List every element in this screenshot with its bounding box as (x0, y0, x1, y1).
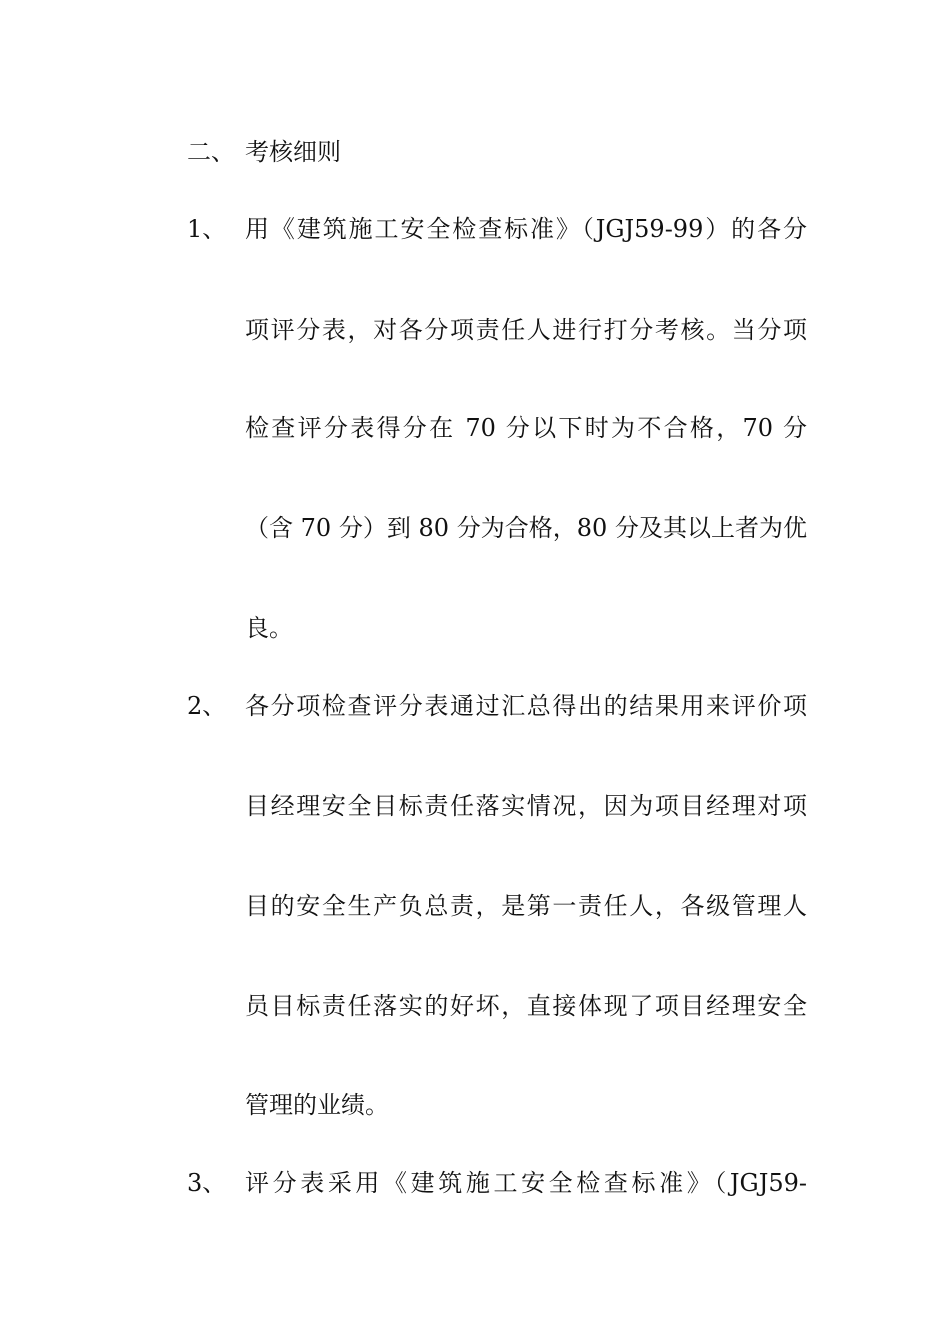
item-2-line-3: 目的安全生产负总责，是第一责任人，各级管理人 (245, 892, 807, 920)
item-2-number: 2、 (187, 692, 227, 720)
item-3-line-1: 评分表采用《建筑施工安全检查标准》（JGJ59- (245, 1169, 807, 1197)
item-1-line-4: （含 70 分）到 80 分为合格，80 分及其以上者为优 (245, 514, 807, 542)
item-1-line-5: 良。 (245, 614, 293, 642)
item-1-line-2: 项评分表，对各分项责任人进行打分考核。当分项 (245, 316, 807, 344)
item-2-line-1: 各分项检查评分表通过汇总得出的结果用来评价项 (245, 692, 807, 720)
item-1-number: 1、 (187, 215, 227, 243)
item-1-line-1: 用《建筑施工安全检查标准》（JGJ59-99）的各分 (245, 215, 807, 243)
item-3-number: 3、 (187, 1169, 227, 1197)
item-2-line-2: 目经理安全目标责任落实情况，因为项目经理对项 (245, 792, 807, 820)
section-number: 二、 (187, 138, 235, 166)
item-1-line-3: 检查评分表得分在 70 分以下时为不合格，70 分 (245, 414, 807, 442)
section-title: 考核细则 (245, 138, 341, 166)
item-2-line-4: 员目标责任落实的好坏，直接体现了项目经理安全 (245, 992, 807, 1020)
item-2-line-5: 管理的业绩。 (245, 1091, 389, 1119)
